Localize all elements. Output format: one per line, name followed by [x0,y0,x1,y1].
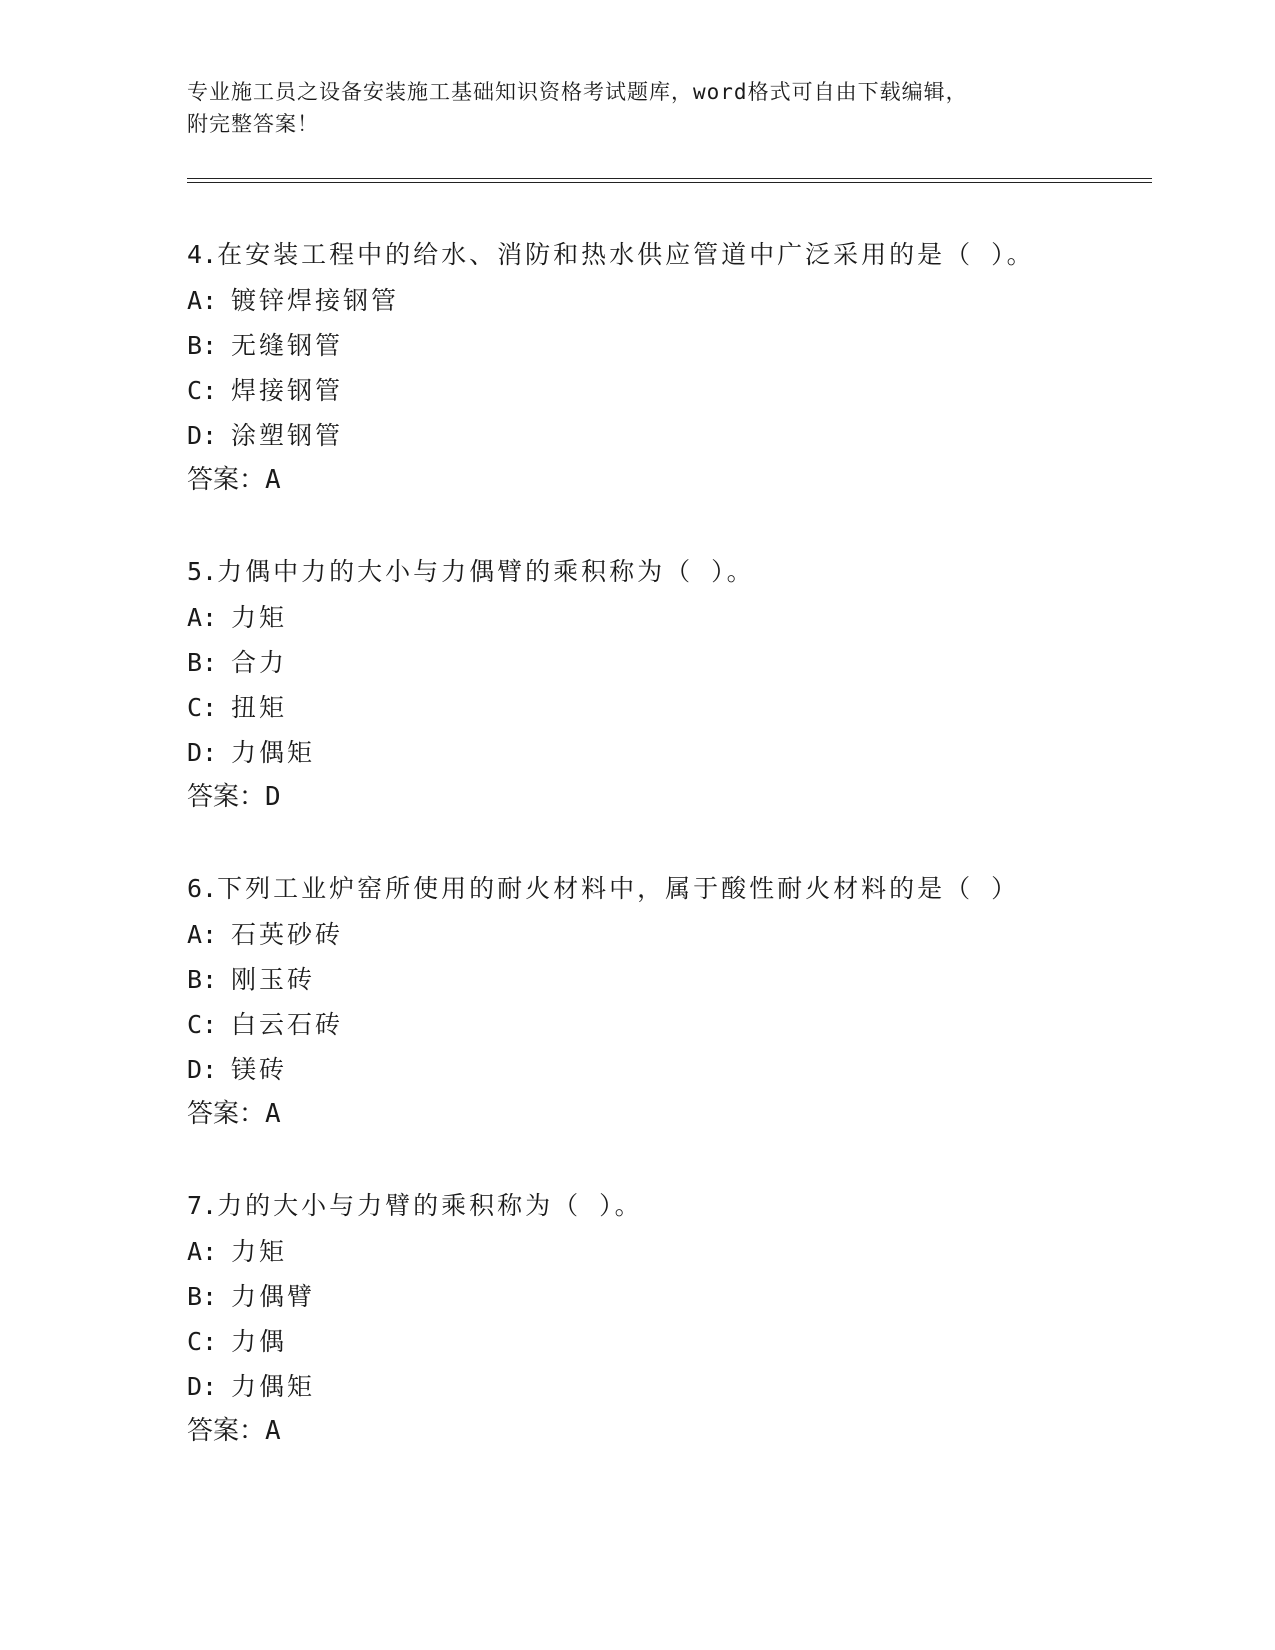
option-key: C: [187,1010,218,1039]
option-b [187,640,1147,685]
header-divider-top [187,178,1152,179]
option-key: A: [187,920,218,949]
option-text: 镀锌焊接钢管 [231,286,400,315]
question-number: 7. [187,1191,218,1220]
option-key: A: [187,603,218,632]
option-c [187,368,1147,413]
question-item [187,1183,1147,1454]
question-stem [187,1183,1147,1229]
option-c [187,1319,1147,1364]
option-text: 力偶 [231,1327,288,1356]
answer-value: A [265,465,281,495]
question-stem [187,866,1147,912]
answer-value: A [265,1099,281,1129]
option-key: D: [187,1372,218,1401]
option-text: 力偶矩 [231,1372,316,1401]
option-text: 力矩 [231,603,288,632]
option-text: 扭矩 [231,693,288,722]
option-b [187,323,1147,368]
option-b [187,957,1147,1002]
answer-value: D [265,782,281,812]
answer-label: 答案： [187,782,266,812]
option-a [187,595,1147,640]
question-number: 4. [187,240,218,269]
question-stem [187,549,1147,595]
answer-line [187,1409,1147,1454]
option-key: A: [187,286,218,315]
answer-value: A [265,1416,281,1446]
option-key: D: [187,1055,218,1084]
option-text: 合力 [231,648,288,677]
question-stem [187,232,1147,278]
question-item [187,866,1147,1137]
option-d [187,730,1147,775]
question-text: 下列工业炉窑所使用的耐火材料中，属于酸性耐火材料的是（ ） [217,874,1020,903]
option-text: 石英砂砖 [231,920,344,949]
header-divider-bottom [187,182,1152,183]
question-number: 6. [187,874,218,903]
option-key: D: [187,421,218,450]
answer-line [187,1092,1147,1137]
option-key: D: [187,738,218,767]
answer-label: 答案： [187,1099,266,1129]
option-d [187,1047,1147,1092]
question-item [187,232,1147,503]
option-key: C: [187,376,218,405]
option-text: 无缝钢管 [231,331,344,360]
option-key: B: [187,331,218,360]
option-a [187,1229,1147,1274]
header-line-1: 专业施工员之设备安装施工基础知识资格考试题库，word格式可自由下载编辑， [187,80,968,104]
option-key: B: [187,1282,218,1311]
option-c [187,685,1147,730]
option-b [187,1274,1147,1319]
option-key: C: [187,693,218,722]
option-d [187,1364,1147,1409]
option-text: 涂塑钢管 [231,421,344,450]
option-key: B: [187,965,218,994]
answer-label: 答案： [187,1416,266,1446]
header-line-2: 附完整答案！ [187,112,319,136]
option-text: 镁砖 [231,1055,288,1084]
document-header [187,76,1087,140]
answer-line [187,775,1147,820]
question-text: 力的大小与力臂的乘积称为（ ）。 [217,1191,643,1220]
option-c [187,1002,1147,1047]
option-key: A: [187,1237,218,1266]
option-key: B: [187,648,218,677]
option-text: 力偶矩 [231,738,316,767]
option-text: 力偶臂 [231,1282,316,1311]
question-list [187,232,1147,1500]
option-d [187,413,1147,458]
question-item [187,549,1147,820]
answer-label: 答案： [187,465,266,495]
answer-line [187,458,1147,503]
question-text: 在安装工程中的给水、消防和热水供应管道中广泛采用的是（ ）。 [217,240,1035,269]
option-text: 焊接钢管 [231,376,344,405]
option-text: 力矩 [231,1237,288,1266]
question-text: 力偶中力的大小与力偶臂的乘积称为（ ）。 [217,557,755,586]
option-key: C: [187,1327,218,1356]
option-text: 刚玉砖 [231,965,316,994]
option-a [187,912,1147,957]
option-a [187,278,1147,323]
option-text: 白云石砖 [231,1010,344,1039]
question-number: 5. [187,557,218,586]
